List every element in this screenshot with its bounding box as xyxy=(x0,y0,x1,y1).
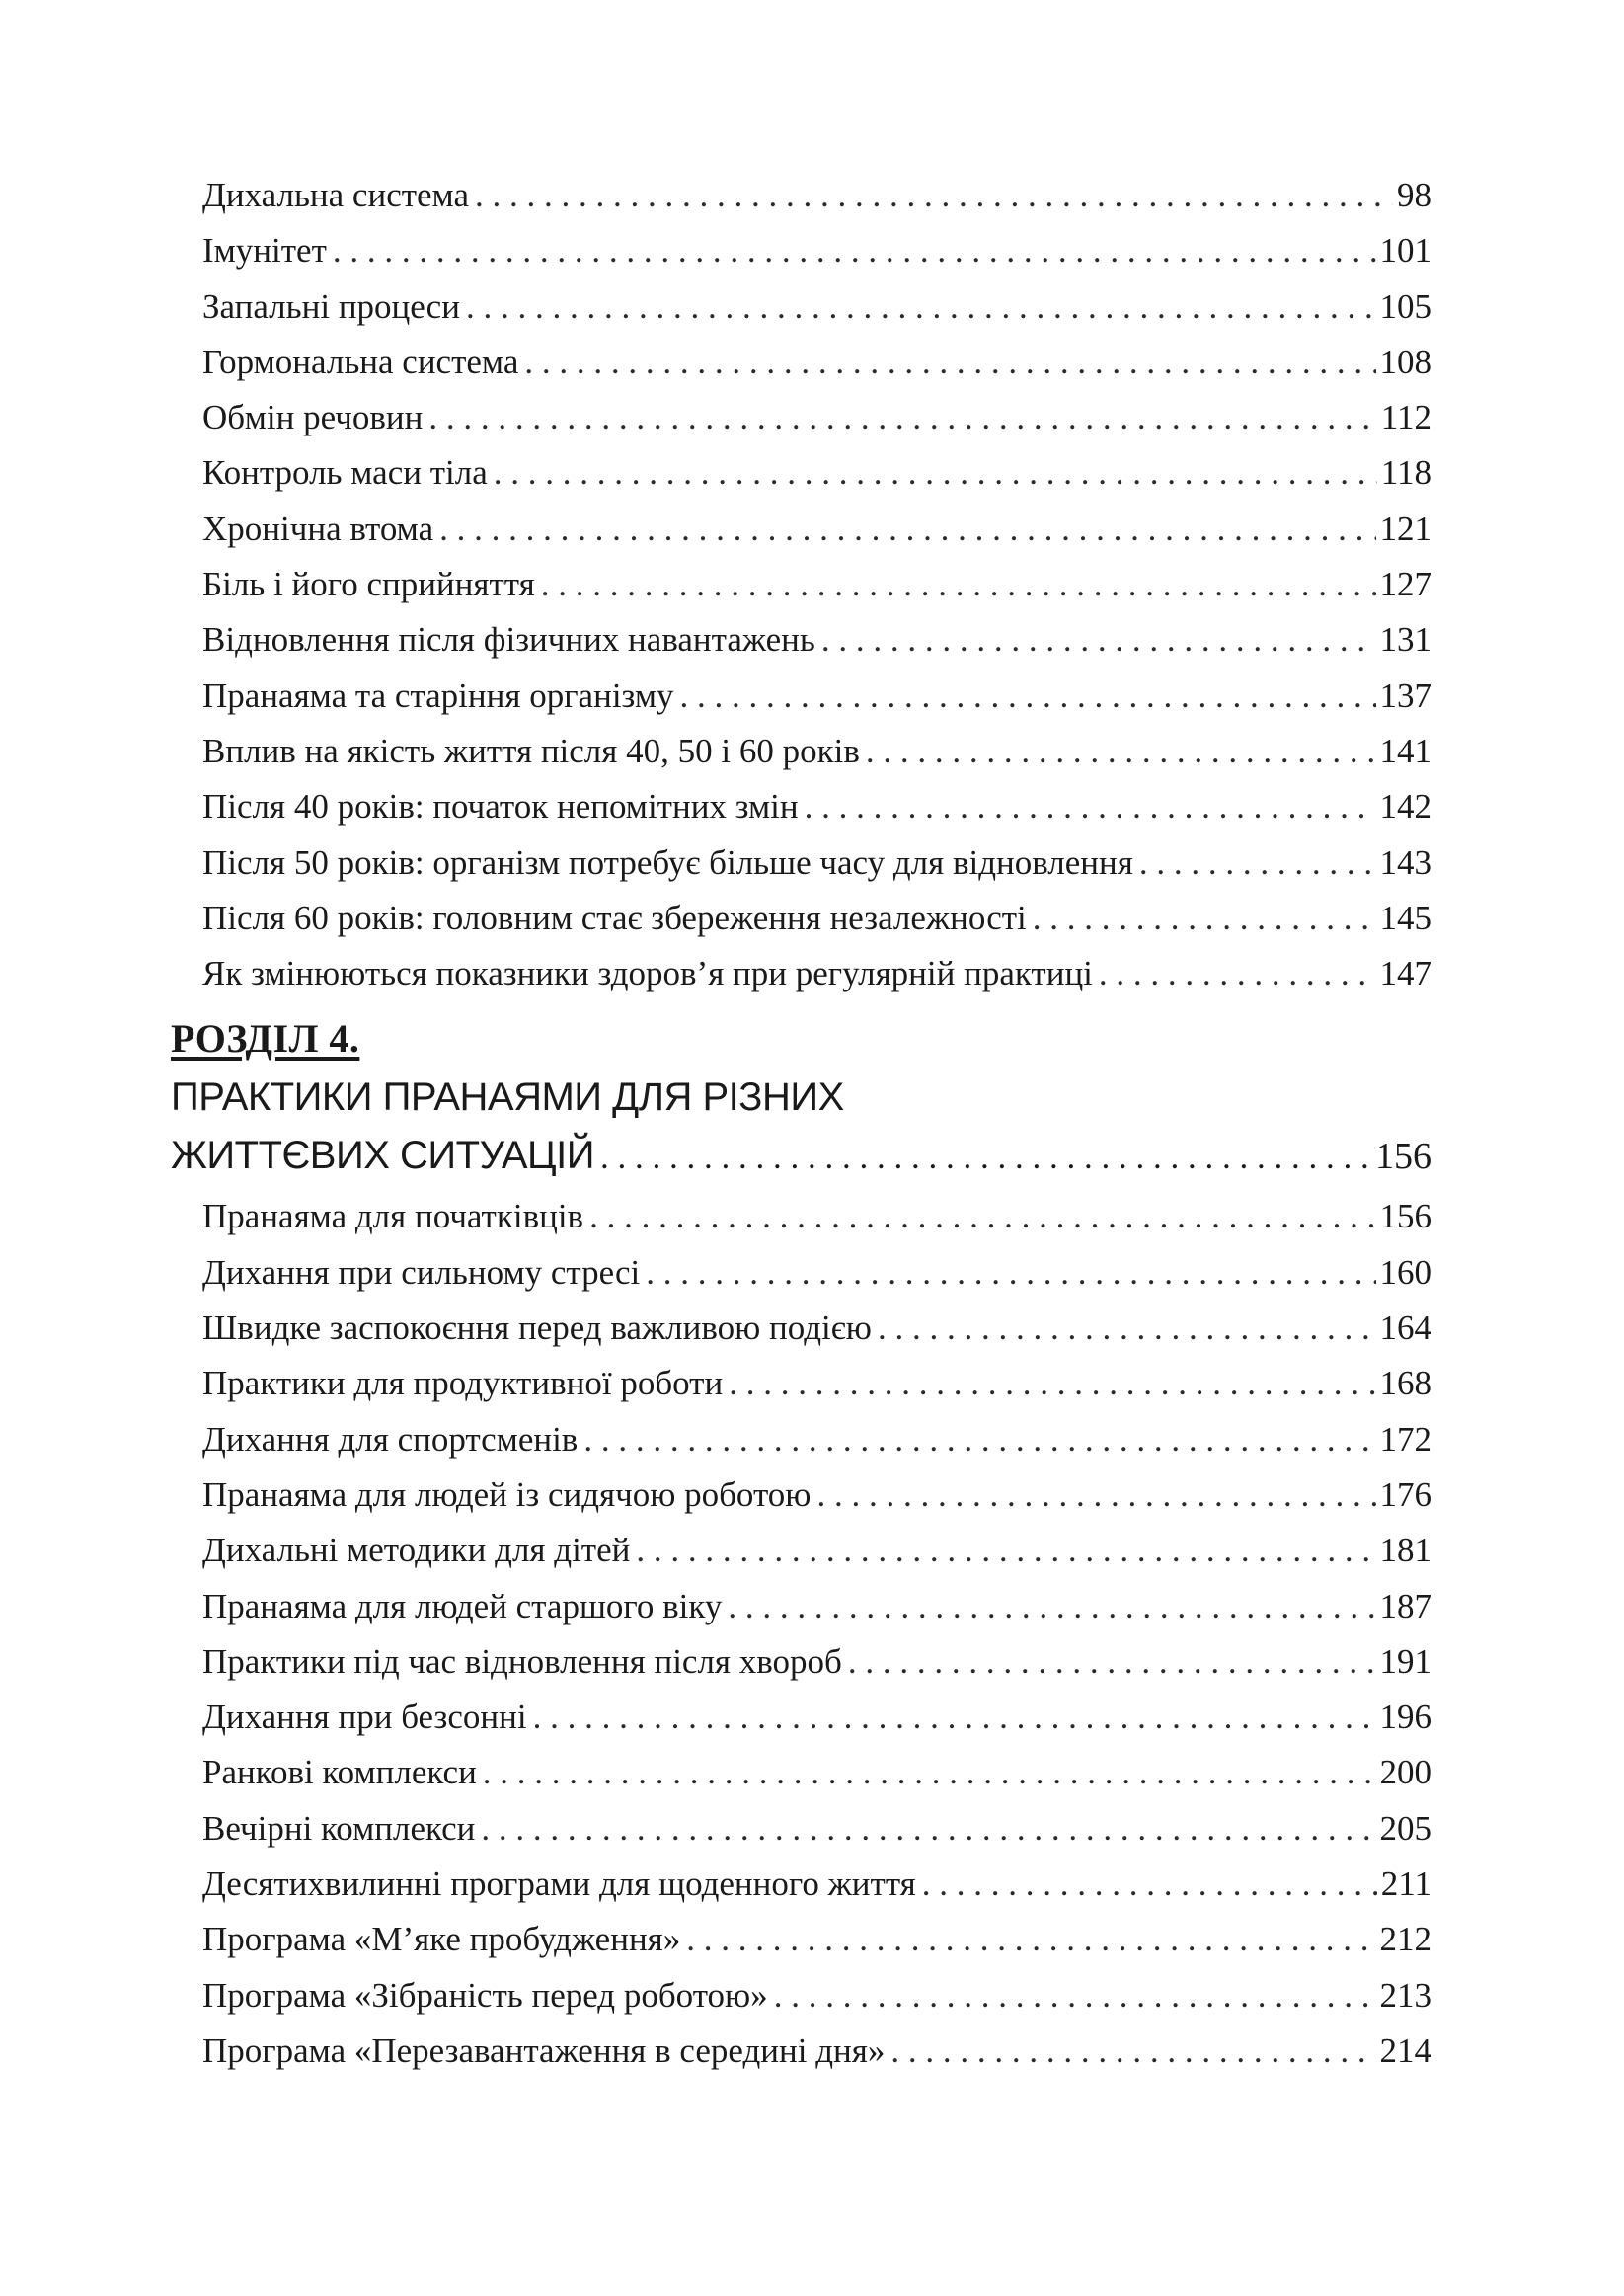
dot-leader xyxy=(1099,946,1376,1001)
toc-entry[interactable] xyxy=(202,1690,1431,1745)
toc-entry[interactable] xyxy=(202,669,1431,724)
toc-list-chapter-4 xyxy=(202,1189,1431,2079)
toc-entry-title: Програма «Перезавантаження в середині дня» xyxy=(202,2030,886,2070)
toc-entry-title: Дихання для спортсменів xyxy=(202,1419,579,1459)
toc-entry-page-number: 212 xyxy=(1379,1920,1431,1959)
toc-entry-page-number: 181 xyxy=(1379,1531,1431,1570)
section-title-row[interactable] xyxy=(171,1126,1431,1187)
dot-leader xyxy=(866,724,1376,779)
toc-entry[interactable] xyxy=(202,445,1431,501)
toc-entry[interactable] xyxy=(202,724,1431,779)
toc-entry-page-number: 98 xyxy=(1397,176,1431,214)
dot-leader xyxy=(878,1301,1376,1356)
toc-entry-page-number: 187 xyxy=(1379,1586,1431,1625)
toc-entry[interactable] xyxy=(202,1912,1431,1967)
toc-entry-page-number: 131 xyxy=(1379,620,1431,660)
toc-entry-page-number: 176 xyxy=(1379,1474,1431,1514)
toc-entry-title: Біль і його сприйняття xyxy=(202,565,535,604)
toc-entry-page-number: 164 xyxy=(1379,1308,1431,1348)
toc-entry[interactable] xyxy=(202,223,1431,278)
dot-leader xyxy=(533,1690,1376,1745)
toc-entry-page-number: 213 xyxy=(1379,1975,1431,2015)
toc-entry[interactable] xyxy=(202,168,1431,223)
dot-leader xyxy=(774,1968,1376,2023)
toc-entry-title: Відновлення після фізичних навантажень xyxy=(202,620,815,660)
dot-leader xyxy=(1139,835,1376,891)
dot-leader xyxy=(890,2023,1375,2079)
toc-entry[interactable] xyxy=(202,557,1431,612)
toc-entry-title: Хронічна втома xyxy=(202,509,434,548)
dot-leader xyxy=(494,445,1377,501)
section-page-number: 156 xyxy=(1375,1136,1431,1178)
dot-leader xyxy=(848,1634,1376,1690)
toc-entry-page-number: 200 xyxy=(1379,1753,1431,1792)
dot-leader xyxy=(483,1745,1376,1800)
dot-leader xyxy=(475,168,1393,223)
toc-entry[interactable] xyxy=(202,946,1431,1001)
toc-entry-page-number: 118 xyxy=(1380,453,1431,493)
toc-entry-title: Вплив на якість життя після 40, 50 і 60 років xyxy=(202,731,860,770)
toc-entry-title: Обмін речовин xyxy=(202,398,424,437)
dot-leader xyxy=(524,335,1375,390)
toc-entry-title: Після 40 років: початок непомітних змін xyxy=(202,787,799,827)
toc-entry-title: Після 60 років: головним стає збереження незалежності xyxy=(202,898,1027,937)
toc-entry-title: Пранаяма для початківців xyxy=(202,1197,584,1236)
toc-entry[interactable] xyxy=(202,502,1431,557)
toc-entry-page-number: 112 xyxy=(1380,398,1431,437)
toc-entry[interactable] xyxy=(202,1412,1431,1467)
toc-entry[interactable] xyxy=(202,279,1431,335)
dot-leader xyxy=(816,1467,1375,1523)
toc-entry[interactable] xyxy=(202,1467,1431,1523)
toc-entry-title: Практики для продуктивної роботи xyxy=(202,1364,724,1403)
dot-leader xyxy=(583,1412,1375,1467)
dot-leader xyxy=(686,1912,1375,1967)
section-title-line-2: ЖИТТЄВИХ СИТУАЦІЙ xyxy=(171,1134,594,1178)
toc-entry-title: Пранаяма для людей старшого віку xyxy=(202,1586,723,1625)
toc-entry-title: Дихання при безсонні xyxy=(202,1698,527,1737)
toc-entry[interactable] xyxy=(202,1801,1431,1857)
toc-entry-page-number: 214 xyxy=(1379,2030,1431,2070)
toc-entry-title: Після 50 років: організм потребує більше часу для відновлення xyxy=(202,842,1133,882)
toc-entry-title: Вечірні комплекси xyxy=(202,1808,476,1848)
toc-entry-page-number: 108 xyxy=(1379,342,1431,381)
dot-leader xyxy=(821,612,1376,668)
toc-entry-title: Швидке заспокоєння перед важливою подією xyxy=(202,1308,872,1348)
dot-leader xyxy=(922,1857,1377,1912)
dot-leader xyxy=(636,1523,1375,1578)
toc-entry-page-number: 127 xyxy=(1379,565,1431,604)
toc-entry[interactable] xyxy=(202,835,1431,891)
toc-entry-page-number: 211 xyxy=(1380,1864,1431,1904)
toc-entry-title: Імунітет xyxy=(202,231,327,271)
dot-leader xyxy=(600,1128,1367,1187)
toc-entry-page-number: 137 xyxy=(1379,675,1431,715)
toc-entry-page-number: 145 xyxy=(1379,898,1431,937)
toc-entry-page-number: 121 xyxy=(1379,509,1431,548)
toc-entry-page-number: 196 xyxy=(1379,1698,1431,1737)
toc-entry-page-number: 205 xyxy=(1379,1808,1431,1848)
toc-entry[interactable] xyxy=(202,1579,1431,1634)
toc-entry-title: Дихання при сильному стресі xyxy=(202,1252,641,1292)
toc-entry[interactable] xyxy=(202,779,1431,834)
toc-entry-title: Гормональна система xyxy=(202,342,519,381)
toc-entry-title: Програма «М’яке пробудження» xyxy=(202,1920,681,1959)
toc-entry-title: Пранаяма та старіння організму xyxy=(202,675,674,715)
toc-entry-page-number: 105 xyxy=(1379,286,1431,326)
toc-entry[interactable] xyxy=(202,612,1431,668)
toc-entry-page-number: 160 xyxy=(1379,1252,1431,1292)
dot-leader xyxy=(589,1189,1375,1244)
dot-leader xyxy=(541,557,1376,612)
toc-entry[interactable] xyxy=(202,1189,1431,1244)
toc-entry-page-number: 147 xyxy=(1379,954,1431,993)
toc-entry[interactable] xyxy=(202,1745,1431,1800)
toc-entry-page-number: 101 xyxy=(1379,231,1431,271)
toc-entry[interactable] xyxy=(202,1968,1431,2023)
toc-list-chapter-3 xyxy=(202,168,1431,1001)
toc-entry[interactable] xyxy=(202,1634,1431,1690)
toc-entry-page-number: 172 xyxy=(1379,1419,1431,1459)
toc-entry-page-number: 143 xyxy=(1379,842,1431,882)
section-title-line-1[interactable]: ПРАКТИКИ ПРАНАЯМИ ДЛЯ РІЗНИХ xyxy=(171,1075,844,1120)
toc-entry-title: Запальні процеси xyxy=(202,286,460,326)
toc-entry[interactable] xyxy=(202,1356,1431,1411)
dot-leader xyxy=(680,669,1376,724)
dot-leader xyxy=(333,223,1376,278)
toc-entry[interactable] xyxy=(202,1301,1431,1356)
table-of-contents xyxy=(171,168,1431,2079)
toc-entry[interactable] xyxy=(202,2023,1431,2079)
toc-entry[interactable] xyxy=(202,335,1431,390)
dot-leader xyxy=(1033,891,1376,946)
dot-leader xyxy=(466,279,1376,335)
dot-leader xyxy=(729,1356,1375,1411)
toc-entry-title: Практики під час відновлення після хвороб xyxy=(202,1641,842,1681)
toc-entry-title: Програма «Зібраність перед роботою» xyxy=(202,1975,768,2015)
toc-entry[interactable] xyxy=(202,891,1431,946)
toc-entry-page-number: 141 xyxy=(1379,731,1431,770)
toc-entry-title: Дихальні методики для дітей xyxy=(202,1531,631,1570)
toc-entry-page-number: 168 xyxy=(1379,1364,1431,1403)
toc-entry-title: Ранкові комплекси xyxy=(202,1753,477,1792)
toc-entry-page-number: 191 xyxy=(1379,1641,1431,1681)
toc-entry-title: Контроль маси тіла xyxy=(202,453,488,493)
section-label[interactable]: РОЗДІЛ 4. xyxy=(171,1016,360,1062)
toc-entry[interactable] xyxy=(202,390,1431,445)
toc-entry[interactable] xyxy=(202,1245,1431,1301)
toc-entry-title: Десятихвилинні програми для щоденного життя xyxy=(202,1864,916,1904)
toc-entry[interactable] xyxy=(202,1857,1431,1912)
toc-entry-title: Дихальна система xyxy=(202,176,470,214)
dot-leader xyxy=(646,1245,1375,1301)
toc-entry-page-number: 142 xyxy=(1379,787,1431,827)
toc-entry-title: Як змінюються показники здоров’я при регулярній практиці xyxy=(202,954,1093,993)
dot-leader xyxy=(428,390,1376,445)
dot-leader xyxy=(439,502,1375,557)
dot-leader xyxy=(805,779,1376,834)
dot-leader xyxy=(728,1579,1375,1634)
toc-entry-page-number: 156 xyxy=(1379,1197,1431,1236)
dot-leader xyxy=(481,1801,1375,1857)
toc-entry[interactable] xyxy=(202,1523,1431,1578)
toc-entry-title: Пранаяма для людей із сидячою роботою xyxy=(202,1474,812,1514)
